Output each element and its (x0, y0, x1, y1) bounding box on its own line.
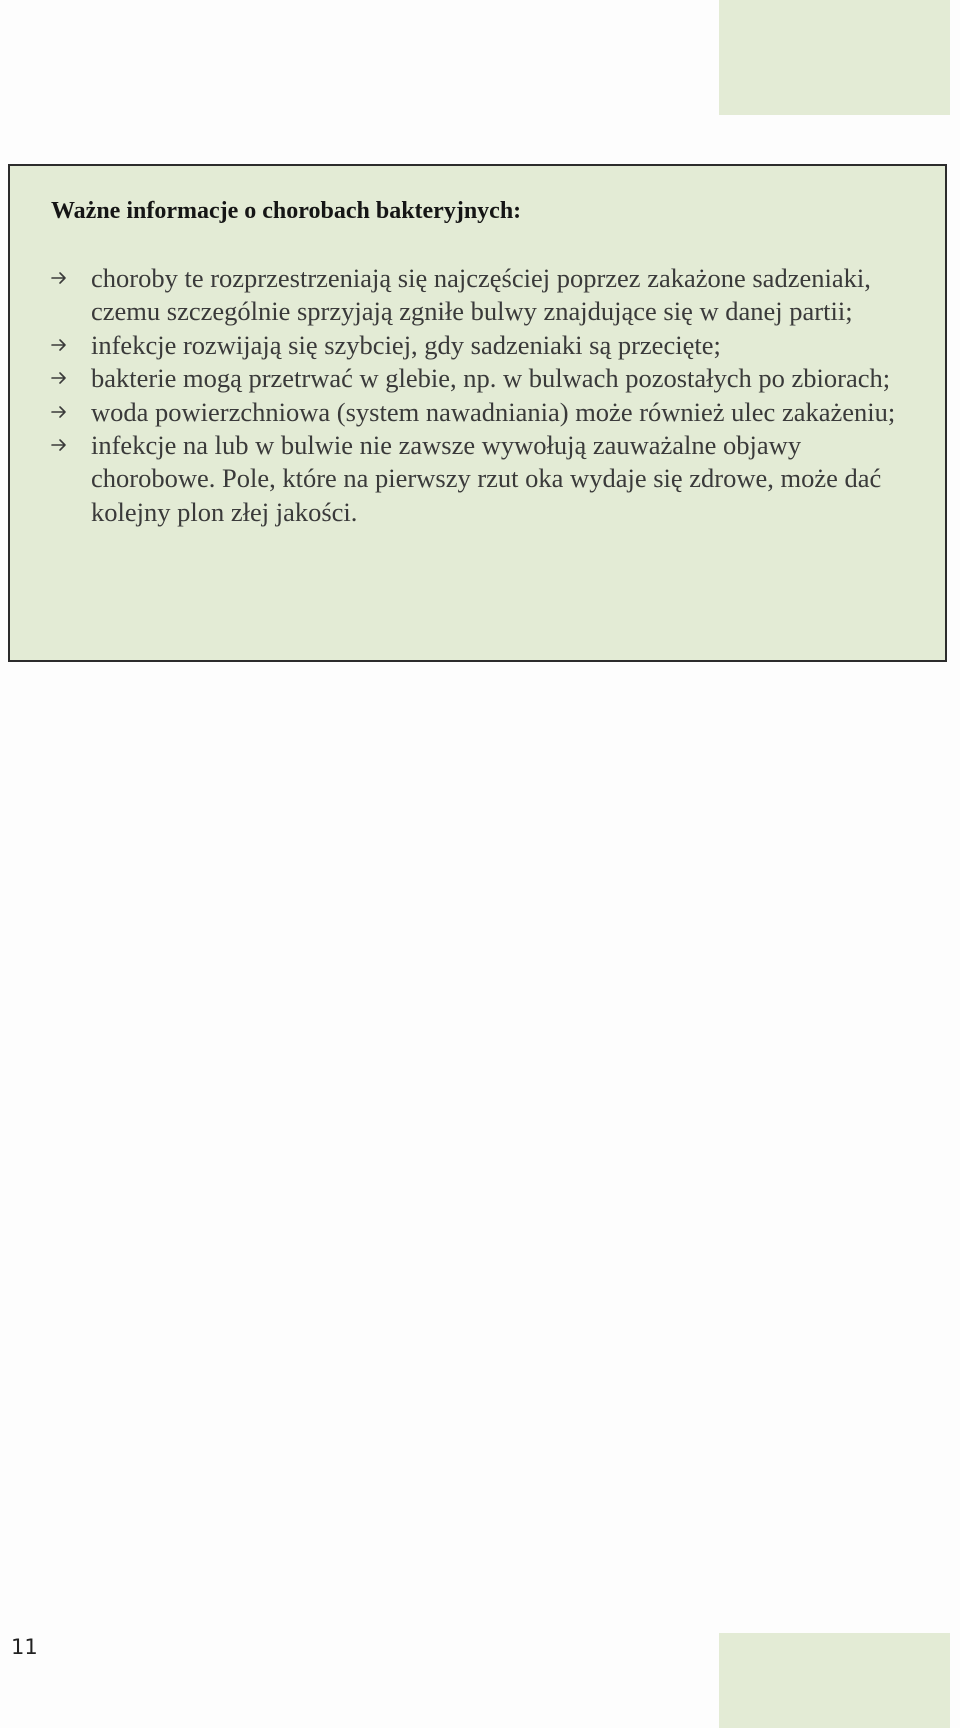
corner-tab-bottom (719, 1633, 950, 1728)
list-item (51, 262, 905, 329)
list-item-text: choroby te rozprzestrzeniają się najczęściej poprzez zakażone sadzeniaki, czemu szczególnie sprzyjają zgniłe bulwy znajdujące się w danej partii; (91, 263, 871, 327)
arrow-right-icon (51, 338, 68, 352)
list-item-text: infekcje na lub w bulwie nie zawsze wywołują zauważalne objawy chorobowe. Pole, które na pierwszy rzut oka wydaje się zdrowe, może dać kolejny plon złej jakości. (91, 430, 882, 527)
arrow-right-icon (51, 271, 68, 285)
info-list (51, 262, 905, 529)
arrow-right-icon (51, 405, 68, 419)
list-item (51, 396, 905, 429)
list-item-text: woda powierzchniowa (system nawadniania) może również ulec zakażeniu; (91, 396, 896, 427)
arrow-right-icon (51, 371, 68, 385)
list-item (51, 362, 905, 395)
info-box-title: Ważne informacje o chorobach bakteryjnych: (51, 198, 522, 224)
page-number: 11 (11, 1635, 38, 1659)
list-item (51, 329, 905, 362)
info-box (8, 164, 947, 662)
list-item (51, 429, 905, 529)
list-item-text: bakterie mogą przetrwać w glebie, np. w bulwach pozostałych po zbiorach; (91, 363, 891, 394)
arrow-right-icon (51, 438, 68, 452)
corner-tab-top (719, 0, 950, 115)
list-item-text: infekcje rozwijają się szybciej, gdy sadzeniaki są przecięte; (91, 329, 721, 360)
